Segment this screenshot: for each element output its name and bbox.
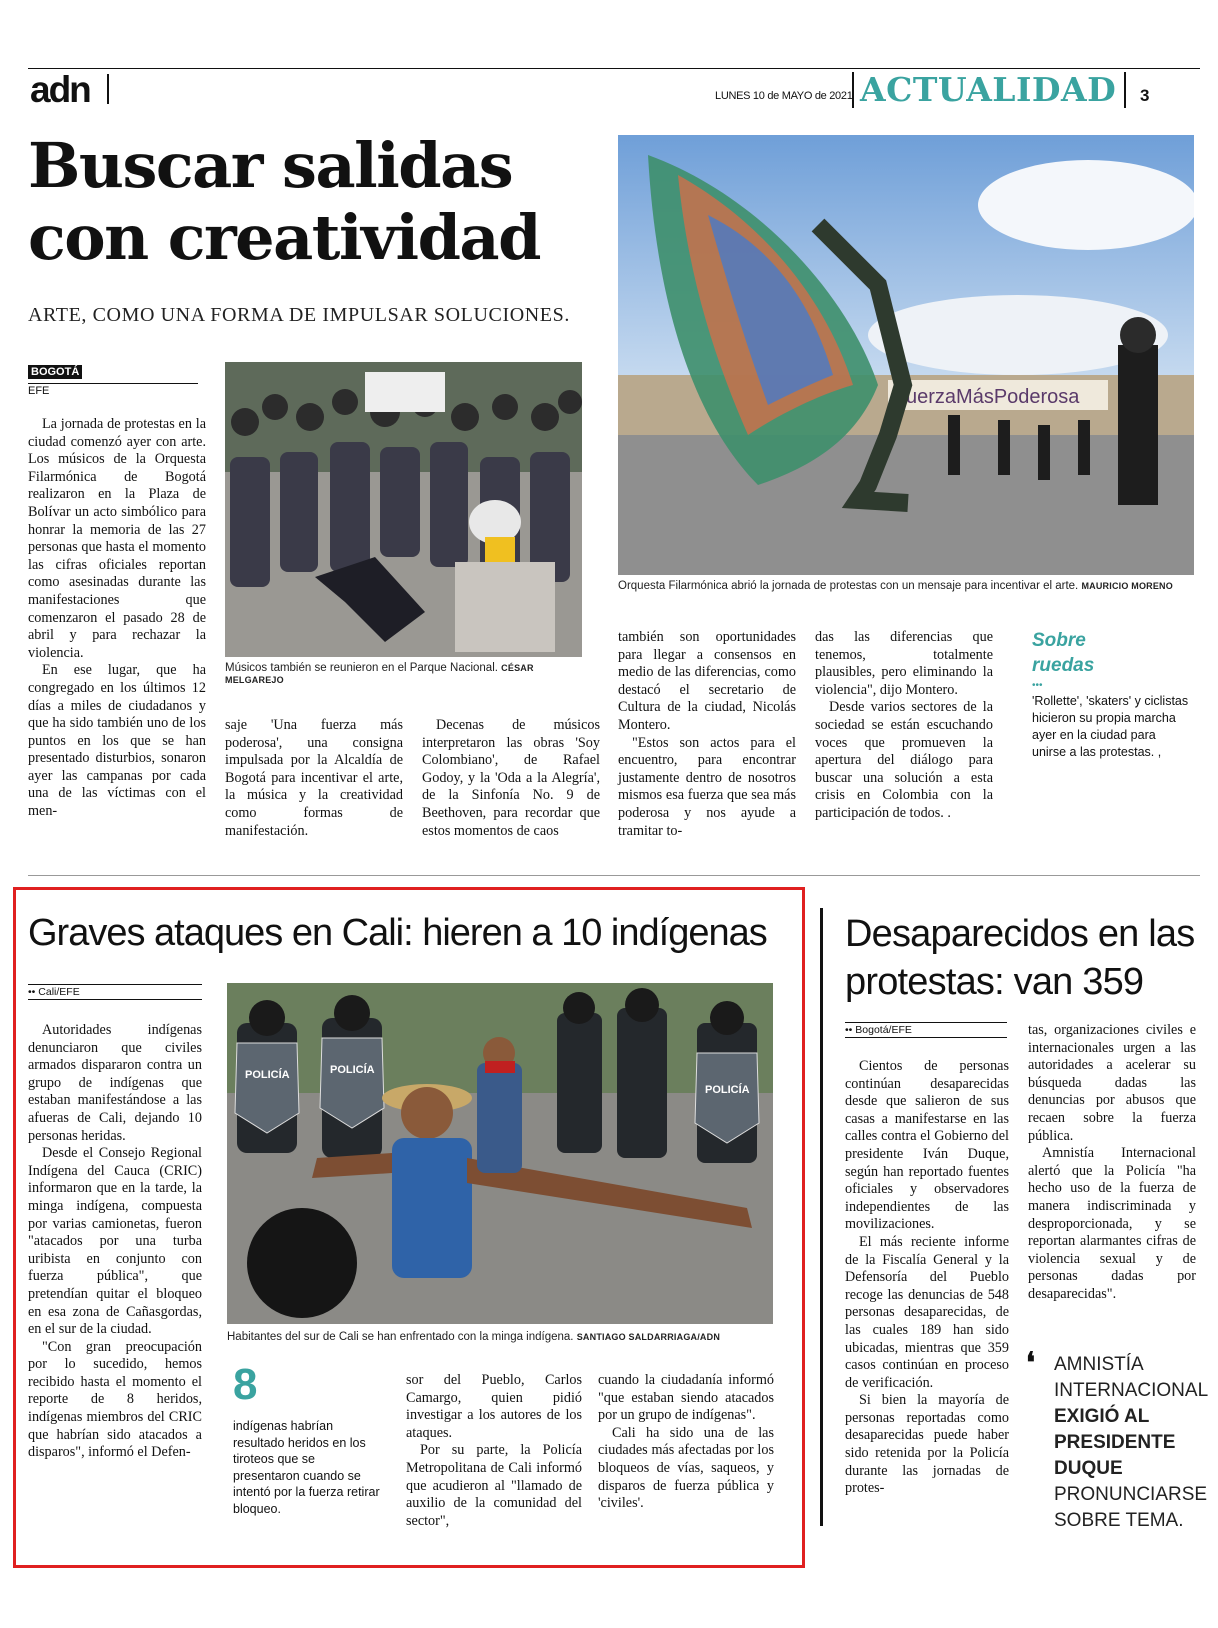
quote-line: INTERNACIONAL bbox=[1054, 1380, 1209, 1401]
quote-line: PRONUNCIARSE bbox=[1054, 1484, 1208, 1505]
logo-divider bbox=[107, 74, 109, 104]
top-story-subhead: ARTE, COMO UNA FORMA DE IMPULSAR SOLUCIONES. bbox=[28, 304, 570, 326]
paragraph: Cientos de personas continúan desaparecidas desde que salieron de sus casas a manifestarse en las calles contra el Gobierno del presidente Iván Duque, según han reportado fuentes oficiales y observadores independientes de las movilizaciones. bbox=[845, 1058, 1009, 1233]
paragraph: El más reciente informe de la Fiscalía General y la Defensoría del Pueblo recoge las denuncias de 548 personas desaparecidas, de las cuales 189 han sido ubicadas, mientras que 359 casos continúan en proceso de verificación. bbox=[845, 1233, 1009, 1391]
photo-cali-caption bbox=[227, 1331, 777, 1343]
quote-highlight: DUQUE bbox=[1054, 1458, 1123, 1479]
top-story-col-1 bbox=[28, 416, 206, 821]
column-rule bbox=[820, 908, 823, 1526]
quote-highlight: EXIGIÓ AL bbox=[1054, 1406, 1150, 1427]
photo-filarmonica-illustration bbox=[618, 135, 1194, 575]
sidebar-title-line: ruedas bbox=[1032, 655, 1095, 676]
photo-musicians-caption bbox=[225, 662, 585, 686]
headline-line: con creatividad bbox=[28, 201, 540, 274]
caption-text: Orquesta Filarmónica abrió la jornada de protestas con un mensaje para incentivar el arte. bbox=[618, 580, 1079, 592]
headline-line: Desaparecidos en las bbox=[845, 913, 1195, 955]
headline-line: protestas: van 359 bbox=[845, 961, 1144, 1003]
paragraph: Decenas de músicos interpretaron las obras 'Soy Colombiano', de Rafael Godoy, y la 'Oda a la Alegría', de la Sinfonía No. 9 de Beethoven, para recordar que estos momentos de caos bbox=[422, 717, 600, 839]
cali-dateline: •• Cali/EFE bbox=[28, 984, 202, 1000]
stat-box bbox=[233, 1362, 381, 1517]
banner-text: uerzaMásPoderosa bbox=[906, 386, 1080, 408]
paragraph: Desde el Consejo Regional Indígena del Cauca (CRIC) informaron que en la tarde, la minga indígena, compuesta por varias camionetas, fueron "atacados por una turba uribista en conjunto con fuerza pública", que pretendían quitar el bloqueo en esa zona de Cañasgordas, en el sur de la ciudad. bbox=[28, 1145, 202, 1338]
quote-line: AMNISTÍA bbox=[1054, 1354, 1144, 1375]
shield-label: POLICÍA bbox=[330, 1064, 375, 1076]
quote-line: SOBRE TEMA. bbox=[1054, 1510, 1184, 1531]
agency-tag: EFE bbox=[28, 383, 198, 397]
quote-highlight: PRESIDENTE bbox=[1054, 1432, 1176, 1453]
sidebar-title bbox=[1032, 628, 1192, 678]
shield-label: POLICÍA bbox=[245, 1069, 290, 1081]
quote-mark-icon: ❛ bbox=[1026, 1347, 1036, 1378]
photo-credit: CÉSAR MELGAREJO bbox=[225, 663, 534, 685]
photo-filarmonica-caption bbox=[618, 580, 1198, 592]
cali-col-1 bbox=[28, 1022, 202, 1462]
section-rule bbox=[28, 875, 1200, 876]
section-divider-left bbox=[852, 72, 854, 108]
cali-col-4 bbox=[598, 1372, 774, 1513]
paragraph: Autoridades indígenas denunciaron que civiles armados dispararon contra un grupo de indígenas que estaban manifestándose a las afueras de Cali, dejando 10 personas heridas. bbox=[28, 1022, 202, 1144]
stat-number: 8 bbox=[233, 1360, 258, 1409]
paragraph: sor del Pueblo, Carlos Camargo, quien pidió investigar a los autores de los ataques. bbox=[406, 1372, 582, 1441]
shield-label: POLICÍA bbox=[705, 1084, 750, 1096]
paragraph: cuando la ciudadanía informó "que estaban siendo atacados por un grupo de indígenas". bbox=[598, 1372, 774, 1424]
issue-date: LUNES 10 de MAYO de 2021 bbox=[715, 90, 853, 102]
pull-quote bbox=[1026, 1347, 1209, 1534]
photo-musicians-illustration bbox=[225, 362, 582, 657]
paragraph: En ese lugar, que ha congregado en los últimos 12 días a miles de ciudadanos y que ha sido también uno de los puntos en los que se han presentado disturbios, sonaron ayer las campanas por cada una de las víctimas con el men- bbox=[28, 662, 206, 820]
missing-headline bbox=[845, 910, 1194, 1006]
top-story-col-4 bbox=[618, 629, 796, 840]
paragraph: "Con gran preocupación por lo sucedido, hemos recibido hasta el momento el reporte de 8 heridos, indígenas miembros del CRIC que habrían sido atacados a disparos", informó el Defen- bbox=[28, 1338, 202, 1461]
header-rule bbox=[28, 68, 1200, 69]
top-story-col-3 bbox=[422, 717, 600, 840]
paragraph: tas, organizaciones civiles e internacionales urgen a las autoridades a acelerar su búsqueda dadas las denuncias por abusos que recaen sobre la fuerza pública. bbox=[1028, 1022, 1196, 1144]
photo-cali-minga bbox=[227, 983, 773, 1324]
paragraph: "Estos son actos para el encuentro, para encontrar justamente dentro de nosotros mismos esa fuerza que sea más poderosa y nos ayude a tramitar to- bbox=[618, 734, 796, 839]
caption-text: Músicos también se reunieron en el Parque Nacional. bbox=[225, 662, 498, 674]
page-number: 3 bbox=[1140, 86, 1150, 105]
paragraph: das las diferencias que tenemos, totalmente plausibles, pero eliminando la violencia", dijo Montero. bbox=[815, 629, 993, 698]
sidebar-dots: ••• bbox=[1032, 680, 1043, 691]
paragraph: Si bien la mayoría de personas reportadas como desaparecidas puede haber sido retenida por la Policía durante las jornadas de protes- bbox=[845, 1392, 1009, 1497]
missing-col-1 bbox=[845, 1058, 1009, 1498]
paragraph: Cali ha sido una de las ciudades más afectadas por los bloqueos de vías, saqueos, y disparos de fuerza pública y 'civiles'. bbox=[598, 1424, 774, 1512]
photo-musicians-parque bbox=[225, 362, 582, 657]
cali-headline: Graves ataques en Cali: hieren a 10 indígenas bbox=[28, 912, 767, 954]
adn-logo: adn bbox=[30, 69, 90, 110]
sidebar-title-line: Sobre bbox=[1032, 630, 1086, 651]
paragraph: también son oportunidades para llegar a consensos en medio de las diferencias, como destacó el secretario de Cultura de la ciudad, Nicolás Montero. bbox=[618, 629, 796, 733]
stat-text: indígenas habrían resultado heridos en los tiroteos que se presentaron cuando se intentó por la fuerza retirar bloqueo. bbox=[233, 1419, 380, 1516]
sidebar-text: 'Rollette', 'skaters' y ciclistas hicieron su propia marcha ayer en la ciudad para unirse a las protestas. , bbox=[1032, 694, 1189, 759]
paragraph: Amnistía Internacional alertó que la Policía "ha hecho uso de la fuerza de manera indiscriminada y desproporcionada, y se reportan alarmantes cifras de violencia sexual y de personas dadas por desaparecidas". bbox=[1028, 1145, 1196, 1302]
photo-credit: MAURICIO MORENO bbox=[1081, 581, 1173, 591]
section-name: ACTUALIDAD bbox=[860, 70, 1117, 109]
location-tag: BOGOTÁ bbox=[28, 365, 82, 379]
photo-cali-illustration bbox=[227, 983, 773, 1324]
paragraph: Desde varios sectores de la sociedad se están escuchando voces que promueven la apertura del diálogo para buscar una solución a esta crisis en Colombia con la participación de todos. . bbox=[815, 699, 993, 821]
headline-line: Buscar salidas bbox=[28, 129, 513, 202]
missing-col-2 bbox=[1028, 1022, 1196, 1304]
caption-text: Habitantes del sur de Cali se han enfrentado con la minga indígena. bbox=[227, 1331, 574, 1343]
top-story-headline bbox=[28, 130, 540, 274]
missing-dateline: •• Bogotá/EFE bbox=[845, 1022, 1007, 1038]
photo-filarmonica bbox=[618, 135, 1194, 575]
paragraph: La jornada de protestas en la ciudad comenzó ayer con arte. Los músicos de la Orquesta Filarmónica de Bogotá realizaron en la Plaza de Bolívar un acto simbólico para honrar la memoria de las 27 personas que hasta el momento las cifras oficiales reportan como asesinadas durante las manifestaciones que comenzaron el pasado 28 de abril y para rechazar la violencia. bbox=[28, 416, 206, 661]
top-story-col-2 bbox=[225, 717, 403, 840]
paragraph: saje 'Una fuerza más poderosa', una consigna impulsada por la Alcaldía de Bogotá para incentivar el arte, la música y la creatividad como formas de manifestación. bbox=[225, 717, 403, 839]
section-divider-right bbox=[1124, 72, 1126, 108]
sidebar-sobre-ruedas bbox=[1032, 628, 1192, 761]
paragraph: Por su parte, la Policía Metropolitana de Cali informó que acudieron al "llamado de auxilio de la comunidad del sector", bbox=[406, 1442, 582, 1529]
top-story-col-5 bbox=[815, 629, 993, 823]
cali-col-3 bbox=[406, 1372, 582, 1530]
photo-credit: SANTIAGO SALDARRIAGA/ADN bbox=[576, 1332, 721, 1342]
